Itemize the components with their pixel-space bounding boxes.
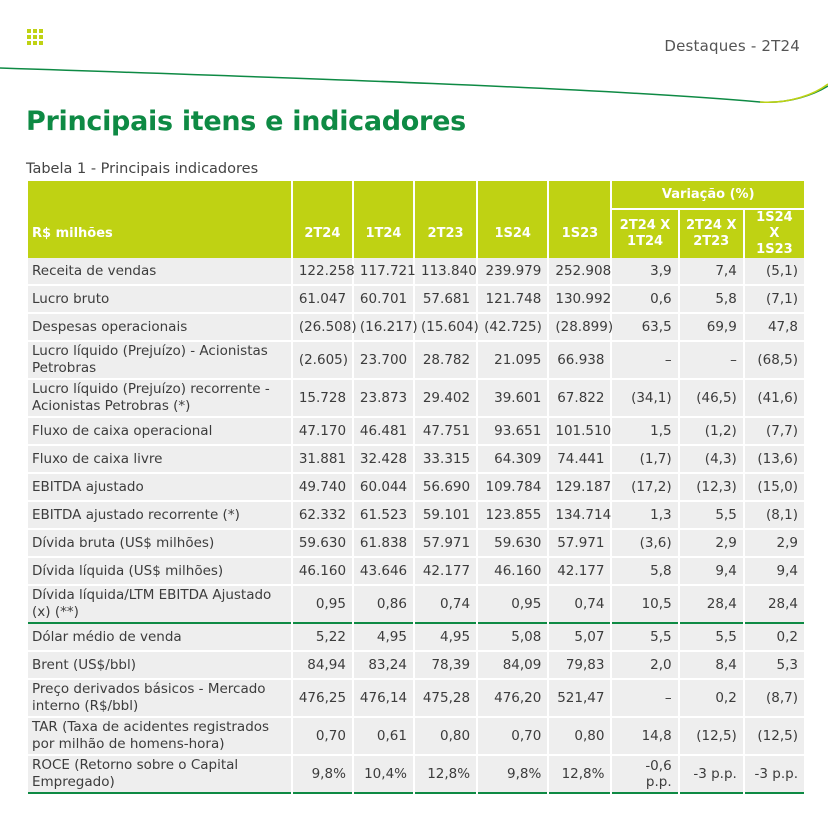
cell-value: (13,6)	[745, 446, 804, 474]
cell-value: (46,5)	[680, 380, 743, 418]
cell-value: (1,2)	[680, 418, 743, 446]
cell-value: 113.840	[415, 258, 476, 286]
header-divider-curve	[0, 58, 828, 108]
cell-value: 2,9	[745, 530, 804, 558]
column-header-line1: 1S24 X	[756, 210, 793, 241]
cell-value: 42.177	[549, 558, 610, 586]
cell-value: 5,08	[478, 624, 547, 652]
row-label: Receita de vendas	[28, 258, 291, 286]
header-label: R$ milhões	[28, 209, 291, 258]
cell-value: (4,3)	[680, 446, 743, 474]
cell-value: 28.782	[415, 342, 476, 380]
header-blank	[478, 181, 547, 209]
cell-value: 61.838	[354, 530, 413, 558]
row-label: Despesas operacionais	[28, 314, 291, 342]
column-header	[478, 209, 547, 258]
table-row	[28, 680, 804, 718]
cell-value: 130.992	[549, 286, 610, 314]
cell-value: 7,4	[680, 258, 743, 286]
cell-value: 1,3	[612, 502, 677, 530]
cell-value: 23.873	[354, 380, 413, 418]
column-header-line1: 2T24 X	[619, 218, 671, 233]
cell-value: 47.751	[415, 418, 476, 446]
cell-value: 0,95	[478, 586, 547, 624]
column-header-line2: 1S23	[756, 242, 793, 257]
cell-value: (12,5)	[680, 718, 743, 756]
cell-value: 61.523	[354, 502, 413, 530]
cell-value: 57.971	[549, 530, 610, 558]
table-row	[28, 286, 804, 314]
cell-value: 5,22	[293, 624, 352, 652]
cell-value: (7,1)	[745, 286, 804, 314]
table-row	[28, 530, 804, 558]
cell-value: 5,3	[745, 652, 804, 680]
table-row	[28, 314, 804, 342]
column-header-line1: 2T24	[304, 225, 341, 241]
cell-value: 129.187	[549, 474, 610, 502]
row-label: Dívida líquida (US$ milhões)	[28, 558, 291, 586]
table-row	[28, 474, 804, 502]
row-label: Preço derivados básicos - Mercado interno (R$/bbl)	[28, 680, 291, 718]
cell-value: 123.855	[478, 502, 547, 530]
row-label: Dólar médio de venda	[28, 624, 291, 652]
cell-value: 39.601	[478, 380, 547, 418]
cell-value: 56.690	[415, 474, 476, 502]
cell-value: 84,09	[478, 652, 547, 680]
cell-value: –	[612, 680, 677, 718]
cell-value: 57.971	[415, 530, 476, 558]
cell-value: 49.740	[293, 474, 352, 502]
cell-value: 74.441	[549, 446, 610, 474]
cell-value: 122.258	[293, 258, 352, 286]
cell-value: 9,8%	[478, 756, 547, 794]
table-row	[28, 756, 804, 794]
cell-value: 2,9	[680, 530, 743, 558]
cell-value: (12,3)	[680, 474, 743, 502]
table-row	[28, 446, 804, 474]
cell-value: 5,5	[680, 502, 743, 530]
cell-value: –	[612, 342, 677, 380]
cell-value: (68,5)	[745, 342, 804, 380]
column-header	[354, 209, 413, 258]
variation-group-header: Variação (%)	[612, 181, 804, 209]
table-row	[28, 258, 804, 286]
cell-value: 28,4	[745, 586, 804, 624]
cell-value: 117.721	[354, 258, 413, 286]
cell-value: 0,2	[745, 624, 804, 652]
cell-value: 0,74	[549, 586, 610, 624]
page-title: Principais itens e indicadores	[26, 106, 466, 137]
column-header-line1: 1S23	[561, 225, 599, 241]
cell-value: 239.979	[478, 258, 547, 286]
cell-value: (5,1)	[745, 258, 804, 286]
cell-value: 121.748	[478, 286, 547, 314]
indicators-table	[26, 181, 806, 794]
column-header-line1: 2T24 X	[685, 218, 737, 233]
cell-value: 33.315	[415, 446, 476, 474]
cell-value: 66.938	[549, 342, 610, 380]
column-header	[415, 209, 476, 258]
cell-value: 109.784	[478, 474, 547, 502]
header-blank	[549, 181, 610, 209]
cell-value: 32.428	[354, 446, 413, 474]
cell-value: 15.728	[293, 380, 352, 418]
cell-value: (1,7)	[612, 446, 677, 474]
cell-value: 521,47	[549, 680, 610, 718]
row-label: Fluxo de caixa operacional	[28, 418, 291, 446]
cell-value: 42.177	[415, 558, 476, 586]
cell-value: -3 p.p.	[745, 756, 804, 794]
cell-value: 0,6	[612, 286, 677, 314]
cell-value: (3,6)	[612, 530, 677, 558]
cell-value: 2,0	[612, 652, 677, 680]
cell-value: (16.217)	[354, 314, 413, 342]
cell-value: -3 p.p.	[680, 756, 743, 794]
cell-value: 134.714	[549, 502, 610, 530]
cell-value: 5,5	[680, 624, 743, 652]
cell-value: –	[680, 342, 743, 380]
cell-value: 0,86	[354, 586, 413, 624]
row-label: Lucro líquido (Prejuízo) - Acionistas Petrobras	[28, 342, 291, 380]
cell-value: 47,8	[745, 314, 804, 342]
table-row	[28, 558, 804, 586]
cell-value: 57.681	[415, 286, 476, 314]
cell-value: 5,8	[612, 558, 677, 586]
column-header	[680, 209, 743, 258]
cell-value: 28,4	[680, 586, 743, 624]
cell-value: 84,94	[293, 652, 352, 680]
cell-value: 5,8	[680, 286, 743, 314]
cell-value: 0,95	[293, 586, 352, 624]
cell-value: 10,5	[612, 586, 677, 624]
cell-value: 60.701	[354, 286, 413, 314]
cell-value: (8,7)	[745, 680, 804, 718]
column-header	[293, 209, 352, 258]
cell-value: 63,5	[612, 314, 677, 342]
table-row	[28, 652, 804, 680]
cell-value: 59.630	[293, 530, 352, 558]
row-label: Fluxo de caixa livre	[28, 446, 291, 474]
cell-value: 1,5	[612, 418, 677, 446]
cell-value: 69,9	[680, 314, 743, 342]
cell-value: 0,80	[415, 718, 476, 756]
cell-value: (34,1)	[612, 380, 677, 418]
table-row	[28, 624, 804, 652]
row-label: EBITDA ajustado recorrente (*)	[28, 502, 291, 530]
cell-value: 5,07	[549, 624, 610, 652]
cell-value: 64.309	[478, 446, 547, 474]
header-blank	[354, 181, 413, 209]
cell-value: 46.481	[354, 418, 413, 446]
column-header-line1: 1S24	[494, 225, 531, 241]
cell-value: (28.899)	[549, 314, 610, 342]
table-row	[28, 380, 804, 418]
header-blank	[293, 181, 352, 209]
cell-value: 0,61	[354, 718, 413, 756]
table-row	[28, 418, 804, 446]
row-label: ROCE (Retorno sobre o Capital Empregado)	[28, 756, 291, 794]
row-label: Lucro líquido (Prejuízo) recorrente - Acionistas Petrobras (*)	[28, 380, 291, 418]
cell-value: 475,28	[415, 680, 476, 718]
table-row	[28, 342, 804, 380]
cell-value: 29.402	[415, 380, 476, 418]
cell-value: 61.047	[293, 286, 352, 314]
cell-value: 79,83	[549, 652, 610, 680]
cell-value: 10,4%	[354, 756, 413, 794]
cell-value: (12,5)	[745, 718, 804, 756]
column-header-line1: 2T23	[427, 225, 464, 241]
column-header	[745, 209, 804, 258]
cell-value: 9,4	[745, 558, 804, 586]
cell-value: 0,70	[293, 718, 352, 756]
cell-value: 21.095	[478, 342, 547, 380]
cell-value: (42.725)	[478, 314, 547, 342]
cell-value: 93.651	[478, 418, 547, 446]
column-header	[612, 209, 677, 258]
cell-value: 67.822	[549, 380, 610, 418]
header-blank	[415, 181, 476, 209]
cell-value: 476,14	[354, 680, 413, 718]
cell-value: 62.332	[293, 502, 352, 530]
cell-value: 8,4	[680, 652, 743, 680]
cell-value: 9,4	[680, 558, 743, 586]
table-caption: Tabela 1 - Principais indicadores	[26, 161, 259, 177]
cell-value: 252.908	[549, 258, 610, 286]
section-label: Destaques - 2T24	[664, 37, 800, 55]
column-header-line1: 1T24	[365, 225, 402, 241]
row-label: Brent (US$/bbl)	[28, 652, 291, 680]
cell-value: 59.630	[478, 530, 547, 558]
table-row	[28, 718, 804, 756]
cell-value: -0,6 p.p.	[612, 756, 677, 794]
column-header-line2: 2T23	[693, 234, 730, 249]
cell-value: 59.101	[415, 502, 476, 530]
cell-value: 12,8%	[415, 756, 476, 794]
row-label: TAR (Taxa de acidentes registrados por milhão de homens-hora)	[28, 718, 291, 756]
cell-value: (26.508)	[293, 314, 352, 342]
cell-value: 46.160	[293, 558, 352, 586]
cell-value: (15.604)	[415, 314, 476, 342]
cell-value: 9,8%	[293, 756, 352, 794]
cell-value: 4,95	[415, 624, 476, 652]
cell-value: 5,5	[612, 624, 677, 652]
cell-value: (17,2)	[612, 474, 677, 502]
cell-value: 43.646	[354, 558, 413, 586]
cell-value: 46.160	[478, 558, 547, 586]
cell-value: 78,39	[415, 652, 476, 680]
cell-value: 4,95	[354, 624, 413, 652]
header-blank	[28, 181, 291, 209]
cell-value: 31.881	[293, 446, 352, 474]
cell-value: 476,25	[293, 680, 352, 718]
table-body	[28, 258, 804, 794]
cell-value: 12,8%	[549, 756, 610, 794]
cell-value: (41,6)	[745, 380, 804, 418]
column-header	[549, 209, 610, 258]
row-label: EBITDA ajustado	[28, 474, 291, 502]
cell-value: (15,0)	[745, 474, 804, 502]
cell-value: (8,1)	[745, 502, 804, 530]
cell-value: 0,70	[478, 718, 547, 756]
grid-menu-icon	[27, 29, 45, 47]
cell-value: 0,2	[680, 680, 743, 718]
cell-value: 0,80	[549, 718, 610, 756]
cell-value: 101.510	[549, 418, 610, 446]
column-header-line2: 1T24	[627, 234, 664, 249]
cell-value: 476,20	[478, 680, 547, 718]
cell-value: 3,9	[612, 258, 677, 286]
row-label: Dívida bruta (US$ milhões)	[28, 530, 291, 558]
row-label: Lucro bruto	[28, 286, 291, 314]
cell-value: (7,7)	[745, 418, 804, 446]
row-label: Dívida líquida/LTM EBITDA Ajustado (x) (**)	[28, 586, 291, 624]
cell-value: 47.170	[293, 418, 352, 446]
cell-value: 0,74	[415, 586, 476, 624]
table-row	[28, 586, 804, 624]
cell-value: 60.044	[354, 474, 413, 502]
cell-value: 83,24	[354, 652, 413, 680]
cell-value: 14,8	[612, 718, 677, 756]
cell-value: (2.605)	[293, 342, 352, 380]
table-row	[28, 502, 804, 530]
cell-value: 23.700	[354, 342, 413, 380]
